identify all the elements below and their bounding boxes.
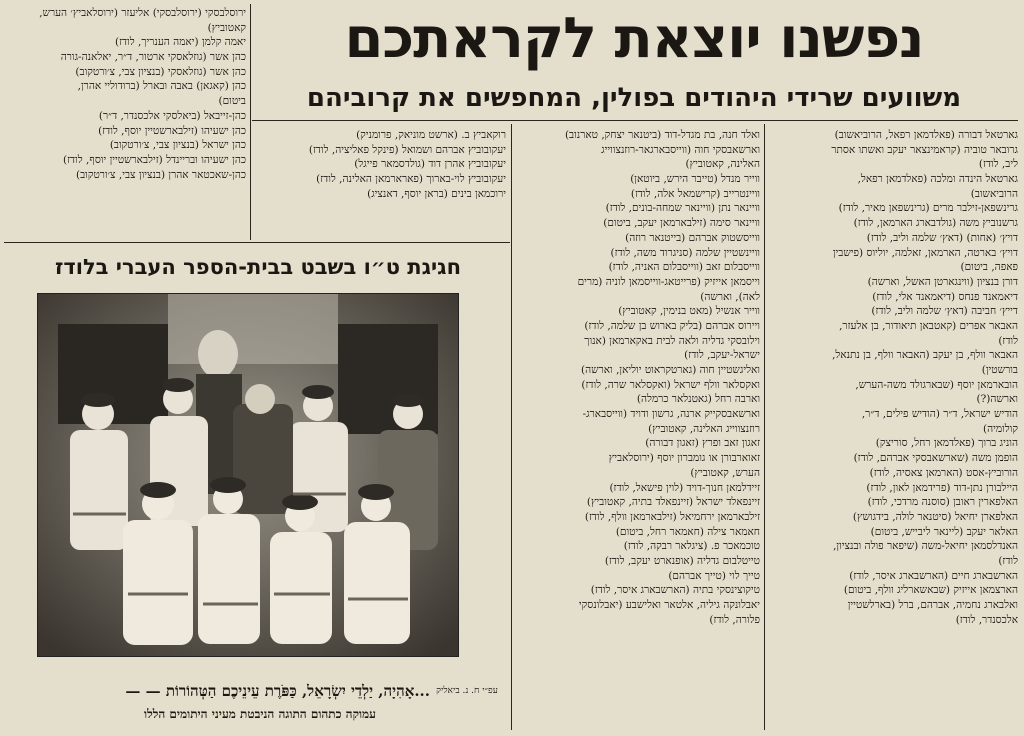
list-item: טייך לוי (טייך אברהם) xyxy=(668,569,760,582)
section-rule xyxy=(252,120,1018,121)
list-item: טייטלבום גדליה (אופנארט יעקב, לודז) xyxy=(604,554,760,567)
list-item: לודז) xyxy=(998,554,1018,567)
list-item: חאמאר צילה (חאמאר רחל, ביטום) xyxy=(615,525,760,538)
list-item: הארשבארג חיים (הארשבארג איסר, לודז) xyxy=(849,569,1018,582)
list-item: גרשנוביץ משה (גולדבארג הארמאן, לודז) xyxy=(853,217,1018,230)
list-item: רוזנצווייג האלינה, קאטוביץ) xyxy=(648,422,760,435)
list-item: כהן אשר (גוזלאסקי ארטור, ד״ר, יאלאנה-גורה xyxy=(60,51,246,64)
list-item: היילבורן נתן-דוד (פרידמאן לאון, לודז) xyxy=(866,481,1018,494)
list-item: ואלד חנה, בת מגדל-דוד (ביטנאר יצחק, טארנוב) xyxy=(564,129,760,141)
list-item: זאגון זאב ופרץ (זאגון דבורה) xyxy=(645,437,760,450)
list-item: ואליגשטיין חוה (גארטקראוט יוליאן, וארשה) xyxy=(581,364,760,376)
subheadline: משוועים שרידי היהודים בפולין, המחפשים את קרוביהם xyxy=(306,83,962,113)
list-item: וארשאבסקי חוה (ווייסבארגאר-רוזנצווייג xyxy=(601,143,760,156)
list-item: קאטוביץ) xyxy=(207,21,246,34)
list-item: דייץ׳ חביבה (דאץ׳ שלמה וליב, לודז) xyxy=(871,305,1018,318)
list-item: ליב, לודז) xyxy=(978,158,1018,171)
list-item: כהן אשר (גוזלאסקי (בנציון צבי, צ׳ורטקוב) xyxy=(75,65,246,78)
list-item: גארטאל הינדה ומלכה (פאלדמאן רפאל, xyxy=(857,173,1018,186)
list-item: האבאר וולף, בן יעקב (האבאר וולף, בן נתנאל, xyxy=(832,349,1018,362)
list-item: האלפארן יחיאל (סיטנאר לולה, בידגושץ) xyxy=(852,510,1018,523)
list-item: זיידלמאן חנוך-דויד (לוין פישאל, לודז) xyxy=(609,481,760,494)
list-item: וילובסקי גדליה ולאה לבית באקארמאן (אנוך xyxy=(584,334,760,347)
list-item: יעקובוביץ אברהם ושמואל (פינקל פאליציה, לודז) xyxy=(308,143,506,156)
list-item: אלכסנדר, לודז) xyxy=(955,613,1018,626)
list-item: גארטאל דבורה (פאלדמאן רפאל, הרוביאשוב) xyxy=(834,129,1018,141)
list-item: לודז) xyxy=(998,334,1018,347)
names-column-right xyxy=(768,128,1018,728)
list-item: הופמן משה (שארשאבסקי אברהם, לודז) xyxy=(853,452,1018,465)
names-column-center xyxy=(516,128,760,728)
photo-caption: עמוקה כתהום התוגה הניבטת מעיני היתומים הללו xyxy=(144,707,376,721)
list-item: זאוארבורן או גומברון יוסף (ירוסלאביץ xyxy=(608,452,760,465)
list-item: כהן ישעיהו ובריינדל (זילבארשטיין יוסף, לודז) xyxy=(63,153,246,166)
list-item: זיינפאלד ישראל (זיינפאלד בתיה, קאטוביץ) xyxy=(586,496,760,509)
list-item: גרינשפאן-זילבר מרים (גרינשפאן מאיר, לודז) xyxy=(838,202,1018,215)
list-item: קולומיה) xyxy=(982,422,1018,435)
list-item: כהן-זייבאל (ביאלסקי אלכסנדר, ד״ר) xyxy=(98,109,246,122)
list-item: טיקוצינסקי בתיה (הארשבארג איסר, לודז) xyxy=(590,584,760,597)
list-item: דויץ׳ בארטה, הארמאן, זאלמה, יוליוס (פישבין xyxy=(832,246,1018,259)
list-item: ירוסלבסקי (ירוסלבסקי) אליעזר (ירוסלאביץ׳ הערש, xyxy=(39,7,246,19)
list-item: זילבארמאן ירחמיאל (זילבארמאן וולף, לודז) xyxy=(584,510,760,523)
list-item: ווייסשטוק אברהם (בייטנאר רוזה) xyxy=(625,231,760,244)
list-item: הערש, קאטוביץ) xyxy=(690,466,760,479)
list-item: ירוכמאן בינים (בראן יוסף, דאנציג) xyxy=(367,187,506,200)
list-item: כהן-שאכטאר אהרן (בנציון צבי, צ׳ורטקוב) xyxy=(75,168,246,181)
photo-image xyxy=(38,294,458,656)
list-item: הובארמאן יוסף (שבארגולד משה-הערש, xyxy=(855,378,1018,391)
list-item: הודיש ישראל, ד״ר (הודיש פילים, ד״ר, xyxy=(861,408,1018,421)
list-item: פלורה, לודז) xyxy=(709,613,760,626)
list-item: טוכמאכר פ. (ציגלאר רבקה, לודז) xyxy=(623,540,760,553)
list-item: ווייר מנדל (טייבר הירש, ביוטאן) xyxy=(630,173,760,186)
list-item: בורשטין) xyxy=(981,364,1018,376)
list-item: וייסמאן אייזיק (פרייטאג-ווייסמאן לוניה (מרים xyxy=(577,275,760,288)
list-item: האלפארין ראובן (סוסנה מרדכי, לודז) xyxy=(867,496,1018,509)
list-item: יאמה קלמן (יאמה הענריך, לודז) xyxy=(115,36,246,49)
list-item: כהן ישעיהו (זילבארשטיין יוסף, לודז) xyxy=(98,124,246,137)
list-item: הורוביץ-אסט (הארמאן צאסיה, לודז) xyxy=(869,466,1018,479)
list-item: ישראל-יעקב, לודז) xyxy=(684,349,760,362)
list-item: ווייסבלום זאב (ווייסבלום האניה, לודז) xyxy=(608,261,760,274)
list-item: יעקובוביץ לוי-בארוך (פארארמאן האלינה, לודז) xyxy=(316,173,506,186)
column-rule xyxy=(511,124,512,730)
list-item: דורן בנציון (ווינגארטן האשל, וארשה) xyxy=(867,275,1018,288)
list-item: האבאר אפרים (קאטבאן תיאודור, בן אלעזר, xyxy=(839,319,1018,332)
list-item: וויינשטיין שלמה (סניגרוד משה, לודז) xyxy=(610,246,760,259)
list-item: וויינטרייב (קרישמאל אלה, לודז) xyxy=(630,187,760,200)
list-item: לאה), וארשה) xyxy=(700,290,760,303)
list-item: כהן (קאגאן) באבה ובארל (ברודוליי אהרן, xyxy=(77,80,246,93)
list-item: ביטום) xyxy=(218,95,246,108)
list-item: הארצמאן אייזיק (שבאשארליג וולף, ביטום) xyxy=(843,584,1018,597)
list-item: דויץ׳ (אחות) (דאץ׳ שלמה וליב, לודז) xyxy=(866,231,1018,244)
list-item: יאבלונקה גיליה, אלטאר ואלישבע (יאבלונסקי xyxy=(578,599,760,611)
photo-title: חגיגת ט״ו בשבט בבית-הספר העברי בלודז xyxy=(55,255,461,279)
list-item: האלינה, קאטוביץ) xyxy=(685,158,760,171)
names-column-left xyxy=(6,6,246,234)
list-item: וארבה רחל (גאטנלאר כרמלה) xyxy=(636,393,760,406)
column-rule xyxy=(764,124,765,730)
list-item: רוקאביץ ב. (ארשט מוניאק, פרומניק) xyxy=(356,129,506,141)
list-item: יעקובוביץ אהרן דוד (גולדסמאר פייגל) xyxy=(354,158,506,171)
list-item: ויירוס אברהם (בליק בארוש בן שלמה, לודז) xyxy=(584,319,760,332)
list-item: פאפה, ביטום) xyxy=(960,261,1018,274)
list-item: ואלבארג נחמיה, אברהם, ברל (בארלשטיין xyxy=(847,599,1018,611)
list-item: וארשה(?) xyxy=(976,393,1018,406)
column-rule xyxy=(250,4,251,240)
list-item: הוניג ברוך (פאלדמאן רחל, סוריצק) xyxy=(875,437,1018,450)
quote-credit: עפ״י ח. נ. ביאליק xyxy=(436,686,498,696)
poem-quote: ...אָהִיָה, יַלְדֵי יִשְׂרָאֵל, כַּפֹּרֶת עֵינֵיכֶם הַטְּהוֹרוֹת — — xyxy=(125,682,430,700)
list-item: דיאמאנד פנחס (דיאמאנד אלי, לודז) xyxy=(872,290,1018,303)
names-column-mid xyxy=(256,128,506,238)
list-item: וארשאבסקייק ארנה, גרשון ודויד (ווייסבארג- xyxy=(582,408,760,421)
list-item: וויינאר סימה (זילבארמאן יעקב, ביטום) xyxy=(603,217,760,230)
list-item: כהן ישראל (בנציון צבי, צ׳ורטקוב) xyxy=(109,139,246,152)
children-photo xyxy=(37,293,459,657)
list-item: גרובאר טוביה (קראמינצאר יעקב ואשתו אסתר xyxy=(831,143,1018,156)
section-rule xyxy=(4,242,510,243)
list-item: האנדלסמאן יחיאל-משה (שיפאר פולה ובנציון, xyxy=(833,540,1018,553)
list-item: ואקסלאר וולף ישראל (ואקסלאר שרה, לודז) xyxy=(581,378,760,391)
headline: נפשנו יוצאת לקראתכם xyxy=(344,6,924,71)
list-item: וויינאר נתן (וויינאר שמחה-בונים, לודז) xyxy=(605,202,760,215)
list-item: האלאר יעקב (ליינאר ליבייש, ביטום) xyxy=(870,525,1018,538)
list-item: הרוביאשוב) xyxy=(970,187,1018,200)
list-item: ווייר אנשיל (מאט בנימין, קאטוביץ) xyxy=(618,305,760,318)
